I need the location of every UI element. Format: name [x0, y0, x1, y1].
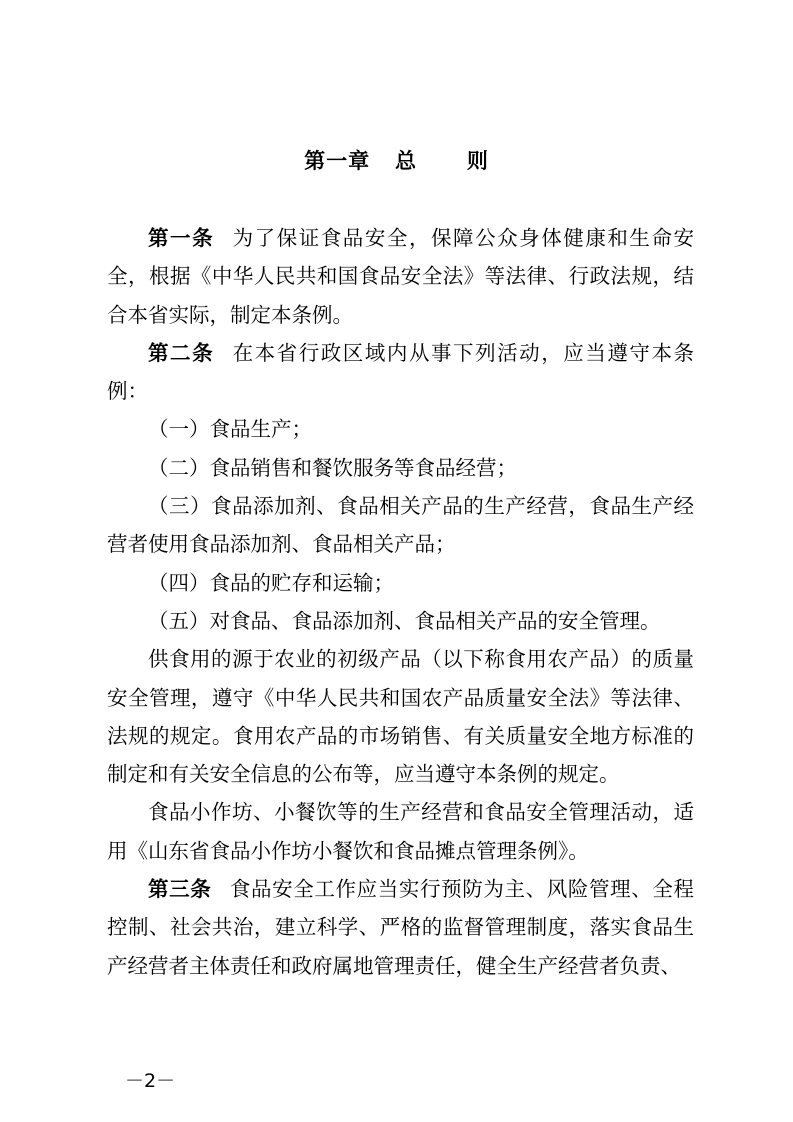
- article-2-item-3: （三）食品添加剂、食品相关产品的生产经营，食品生产经营者使用食品添加剂、食品相关产品；: [107, 494, 694, 557]
- article-2-item-4: （四）食品的贮存和运输；: [148, 570, 394, 595]
- article-2-item-2: （二）食品销售和餐饮服务等食品经营；: [148, 455, 517, 480]
- page-number: －2－: [125, 1070, 176, 1092]
- article-3: [107, 870, 694, 985]
- article-3-label: 第三条: [148, 877, 212, 902]
- article-2-text: 在本省行政区域内从事下列活动，应当遵守本条例：: [107, 340, 695, 404]
- article-1-text: 为了保证食品安全，保障公众身体健康和生命安全，根据《中华人民共和国食品安全法》等法律、行政法规，结合本省实际，制定本条例。: [107, 226, 695, 327]
- article-1-label: 第一条: [148, 226, 215, 250]
- chapter-title: 第一章 总 则: [304, 149, 489, 173]
- article-2-paragraph-1: 供食用的源于农业的初级产品（以下称食用农产品）的质量安全管理，遵守《中华人民共和国农产品质量安全法》等法律、法规的规定。食用农产品的市场销售、有关质量安全地方标准的制定和有关安全信息的公布等，应当遵守本条例的规定。: [107, 647, 694, 787]
- article-2: [107, 334, 694, 411]
- article-2-item-5: （五）对食品、食品添加剂、食品相关产品的安全管理。: [148, 608, 661, 633]
- article-3-text: 食品安全工作应当实行预防为主、风险管理、全程控制、社会共治，建立科学、严格的监督管理制度，落实食品生产经营者主体责任和政府属地管理责任，健全生产经营者负责、: [107, 877, 695, 978]
- article-2-item-1: （一）食品生产；: [148, 417, 312, 442]
- article-2-paragraph-2: 食品小作坊、小餐饮等的生产经营和食品安全管理活动，适用《山东省食品小作坊小餐饮和食品摊点管理条例》。: [107, 800, 694, 863]
- article-2-label: 第二条: [148, 340, 215, 365]
- document-body: [107, 219, 694, 985]
- article-1: [107, 219, 694, 334]
